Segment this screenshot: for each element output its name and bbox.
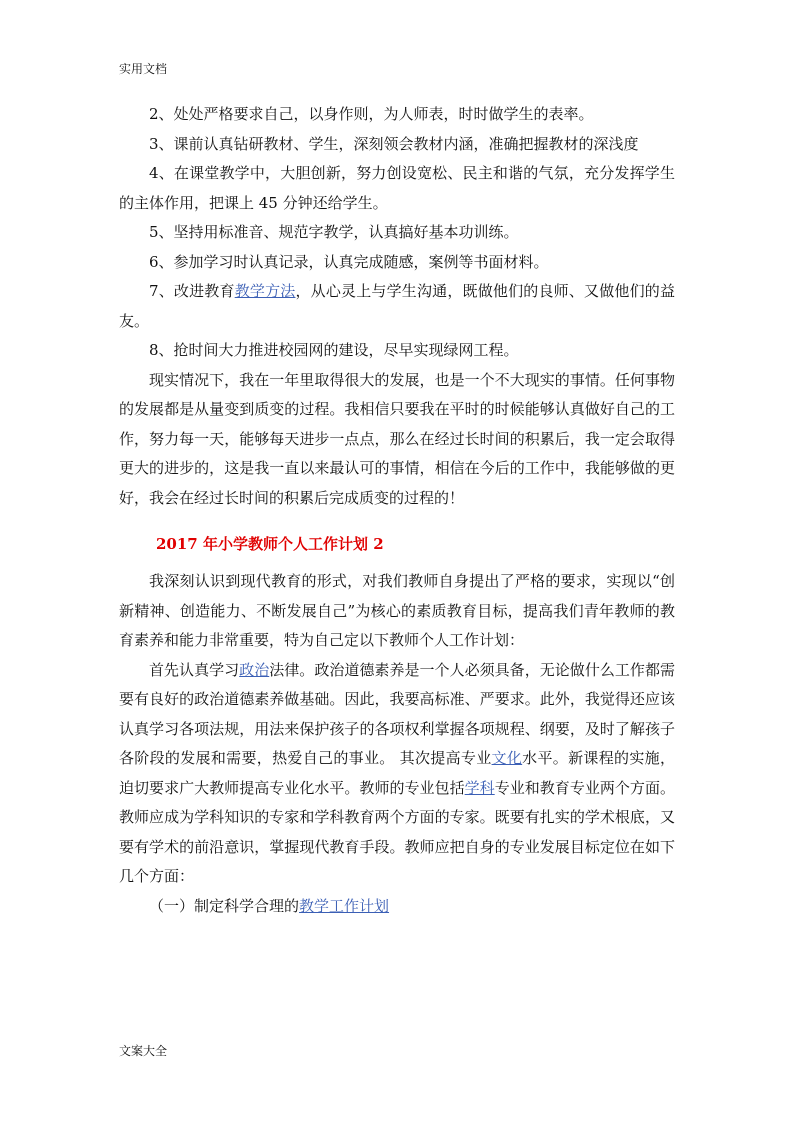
list-item — [119, 277, 675, 336]
list-item: 4、在课堂教学中，大胆创新，努力创设宽松、民主和谐的气氛，充分发挥学生的主体作用，把课上 45 分钟还给学生。 — [119, 164, 675, 212]
document-body — [119, 100, 675, 921]
list-item: 8、抢时间大力推进校园网的建设，尽早实现绿网工程。 — [149, 341, 519, 359]
link-politics[interactable]: 政治 — [239, 660, 270, 679]
text-segment: 首先认真学习 — [149, 660, 240, 679]
paragraph-reality: 现实情况下，我在一年里取得很大的发展，也是一个不大现实的事情。任何事物的发展都是从量变到质变的过程。我相信只要我在平时的时候能够认真做好自己的工作，努力每一天，能够每天进步一点点，那么在经过长时间的积累后，我一定会取得更大的进步的，这是我一直以来最认可的事情，相信在今后的工作中，我能够做的更好，我会在经过长时间的积累后完成质变的过程的！ — [119, 370, 675, 507]
text-segment: 专业和教育专业两个方面。教师应成为学科知识的专家和学科教育两个方面的专家。既要有扎实的学术根底，又要有学术的前沿意识，掌握现代教育手段。教师应把自身的专业发展目标定位在如下几个方面： — [119, 778, 675, 885]
link-teaching-plan[interactable]: 教学工作计划 — [299, 896, 390, 915]
link-teaching-method[interactable]: 教学方法 — [234, 282, 296, 300]
text-segment: ，从心灵上与学生沟通，既做他们的良师、又做他们的益友。 — [119, 282, 675, 330]
section-title: 2017 年小学教师个人工作计划 2 — [156, 535, 384, 553]
list-item: 2、处处严格要求自己，以身作则，为人师表，时时做学生的表率。 — [149, 105, 594, 123]
page-header: 实用文档 — [119, 62, 168, 76]
list-item: 3、课前认真钻研教材、学生，深刻领会教材内涵，准确把握教材的深浅度 — [149, 134, 639, 153]
paragraph-last — [119, 892, 675, 922]
text-segment: 7、改进教育 — [149, 282, 235, 300]
link-subject[interactable]: 学科 — [464, 778, 495, 797]
list-item: 5、坚持用标准音、规范字教学，认真搞好基本功训练。 — [149, 223, 519, 241]
text-segment: 水平。新课程的实施，迫切要求广大教师提高专业化水平。教师的专业包括 — [119, 749, 675, 797]
text-segment: 法律。政治道德素养是一个人必须具备，无论做什么工作都需要有良好的政治道德素养做基础。因此，我要高标准、严要求。此外，我觉得还应该认真学习各项法规，用法来保护孩子的各项权利掌握各项规程、纲要，及时了解孩子各阶段的发展和需要，热爱自己的事业。 其次提高专业 — [119, 660, 675, 767]
list-item: 6、参加学习时认真记录，认真完成随感，案例等书面材料。 — [149, 252, 549, 271]
link-culture[interactable]: 文化 — [491, 749, 523, 767]
text-segment: （一）制定科学合理的 — [149, 896, 300, 915]
page-footer: 文案大全 — [119, 1044, 168, 1058]
paragraph-first — [119, 656, 675, 892]
paragraph-intro: 我深刻认识到现代教育的形式，对我们教师自身提出了严格的要求，实现以“创新精神、创造能力、不断发展自己”为核心的素质教育目标，提高我们青年教师的教育素养和能力非常重要，特为自己定以下教师个人工作计划： — [119, 572, 675, 649]
